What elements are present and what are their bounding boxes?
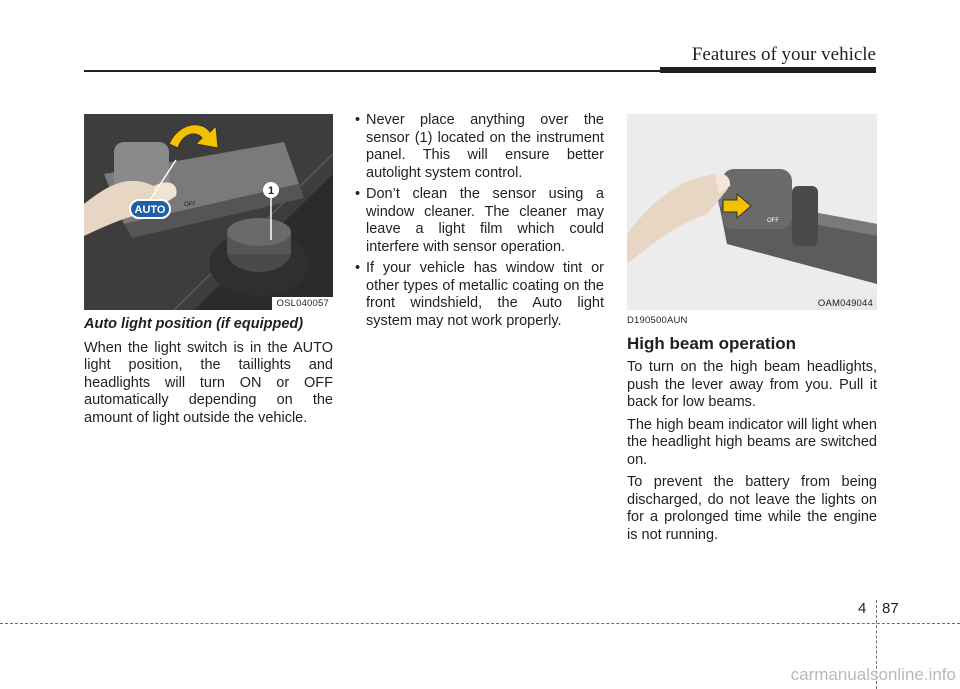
list-item: • Don’t clean the sensor using a window cleaner. The cleaner may leave a light film which could interfere with sensor operation. bbox=[355, 186, 604, 256]
auto-label: AUTO bbox=[134, 204, 166, 216]
section-title: High beam operation bbox=[627, 333, 797, 353]
sensor-caution-list-section bbox=[355, 112, 604, 334]
header-rule bbox=[84, 70, 660, 72]
chapter-number: 4 bbox=[858, 600, 867, 617]
paragraph: The high beam indicator will light when the headlight high beams are switched on. bbox=[627, 416, 877, 468]
figure-code: OAM049044 bbox=[814, 297, 877, 310]
auto-light-subheading: Auto light position (if equipped) bbox=[84, 316, 304, 332]
list-item: • If your vehicle has window tint or other types of metallic coating on the front windshield, the Auto light system may not work properly. bbox=[355, 260, 604, 330]
sensor-caution-list bbox=[355, 112, 604, 330]
section-code: D190500AUN bbox=[627, 315, 688, 326]
figure-code: OSL040057 bbox=[272, 297, 333, 310]
high-beam-illustration bbox=[627, 114, 877, 310]
header-rule-accent bbox=[660, 67, 876, 73]
paragraph: To prevent the battery from being discharged, do not leave the lights on for a prolonged time while the engine is not running. bbox=[627, 474, 877, 543]
sensor-callout: 1 bbox=[267, 185, 275, 197]
list-item: • Never place anything over the sensor (1) located on the instrument panel. This will ensure better autolight system control. bbox=[355, 112, 604, 182]
auto-light-illustration bbox=[84, 114, 333, 310]
switch-off-label: OFF bbox=[767, 218, 779, 224]
page-number: 87 bbox=[882, 600, 899, 617]
paragraph: To turn on the high beam headlights, push the lever away from you. Pull it back for low beams. bbox=[627, 359, 877, 410]
header-title: Features of your vehicle bbox=[691, 44, 876, 65]
footer-rule bbox=[0, 623, 960, 624]
auto-light-section bbox=[84, 316, 333, 432]
watermark: carmanualsonline.info bbox=[790, 665, 956, 684]
high-beam-figure bbox=[627, 114, 877, 310]
switch-off-label: OFF bbox=[184, 202, 196, 208]
auto-light-switch-figure bbox=[84, 114, 333, 310]
high-beam-section bbox=[627, 312, 877, 549]
auto-light-paragraph: When the light switch is in the AUTO light position, the taillights and headlights will turn ON or OFF automatically depending on the amount of light outside the vehicle. bbox=[84, 339, 333, 426]
